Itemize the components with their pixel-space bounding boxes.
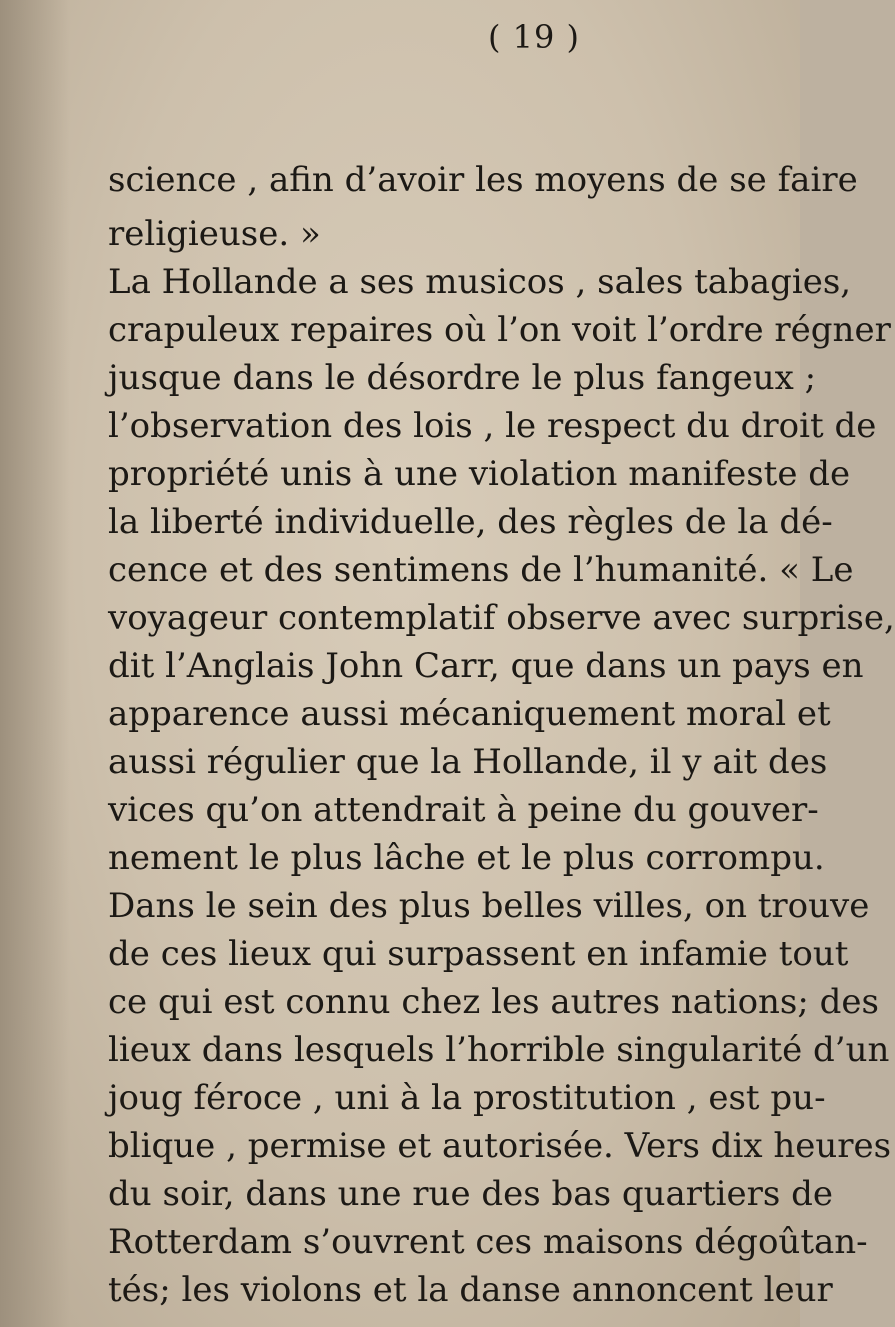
text-line: propriété unis à une violation manifeste de	[108, 454, 851, 494]
text-line: joug féroce , uni à la prostitution , est pu-	[108, 1078, 826, 1118]
text-line: de ces lieux qui surpassent en infamie tout	[108, 934, 849, 974]
page-number: ( 19 )	[488, 18, 581, 56]
text-line: jusque dans le désordre le plus fangeux ;	[108, 358, 817, 398]
text-line: nement le plus lâche et le plus corrompu.	[108, 838, 825, 878]
text-line: ce qui est connu chez les autres nations; des	[108, 982, 879, 1022]
text-line: tés; les violons et la danse annoncent leur	[108, 1270, 833, 1310]
text-line: cence et des sentimens de l’humanité. « Le	[108, 550, 854, 590]
text-line: religieuse. »	[108, 214, 321, 254]
text-line: lieux dans lesquels l’horrible singularité d’un	[108, 1030, 890, 1070]
text-line: l’observation des lois , le respect du droit de	[108, 406, 877, 446]
text-line: apparence aussi mécaniquement moral et	[108, 694, 831, 734]
text-line: Rotterdam s’ouvrent ces maisons dégoûtan-	[108, 1222, 868, 1262]
text-line: La Hollande a ses musicos , sales tabagies,	[108, 262, 852, 302]
text-line: Dans le sein des plus belles villes, on trouve	[108, 886, 870, 926]
text-line: vices qu’on attendrait à peine du gouver-	[108, 790, 819, 830]
text-line: du soir, dans une rue des bas quartiers de	[108, 1174, 834, 1214]
text-line: aussi régulier que la Hollande, il y ait des	[108, 742, 828, 782]
text-line: dit l’Anglais John Carr, que dans un pays en	[108, 646, 864, 686]
text-line: blique , permise et autorisée. Vers dix heures	[108, 1126, 892, 1166]
text-line: crapuleux repaires où l’on voit l’ordre régner	[108, 310, 891, 350]
page-edge-shadow	[0, 0, 70, 1327]
text-line: science , afin d’avoir les moyens de se faire	[108, 160, 858, 200]
text-line: voyageur contemplatif observe avec surprise,	[108, 598, 895, 638]
text-line: la liberté individuelle, des règles de la dé-	[108, 502, 833, 542]
